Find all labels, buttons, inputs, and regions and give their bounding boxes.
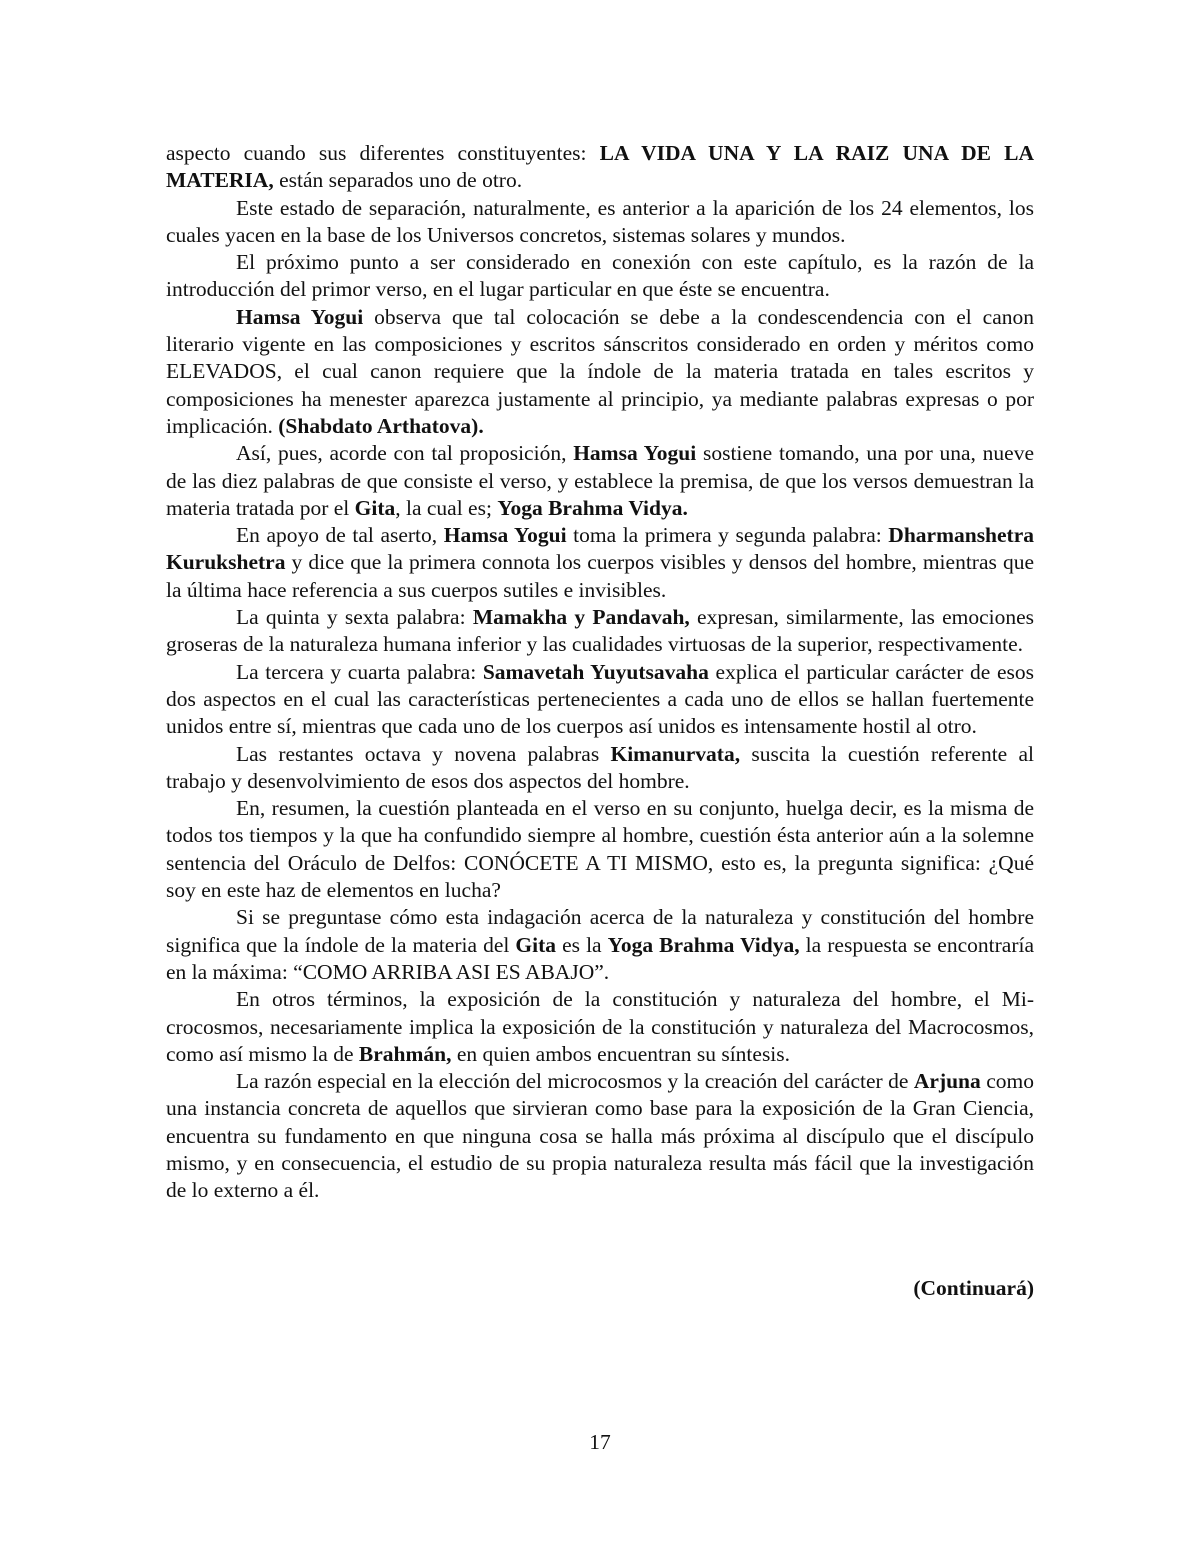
text-run: en quien ambos encuentran su síntesis. — [451, 1041, 791, 1066]
paragraph — [166, 440, 1034, 522]
bold-term: Yoga Brahma Vidya. — [497, 495, 688, 520]
text-run: como una instancia concreta de aquellos que sirvieran como base para la exposición de la Gran Ciencia, encuentra su fundamento en que ninguna cosa se halla más próxima al discípulo que el discípulo mismo, y en consecuencia, el estudio de su propia naturaleza resulta más fácil que la investigación de lo externo a él. — [166, 1069, 1034, 1203]
paragraph — [166, 140, 1034, 195]
text-run: es la — [556, 932, 608, 957]
text-run: están separados uno de otro. — [273, 168, 523, 193]
paragraph — [166, 659, 1034, 741]
text-run: observa que tal colocación se debe a la condescendencia con el canon literario vigente en las composiciones y escritos sánscritos considerado en orden y méritos como ELEVADOS, el cual canon requiere que la índole de la materia tratada en tales escritos y composiciones ha menester aparezca justamente al principio, ya mediante palabras expresas o por implicación. — [166, 304, 1034, 438]
paragraph — [166, 904, 1034, 986]
text-run: suscita la cuestión referente al trabajo y desenvolvimiento de esos dos aspectos del hombre. — [166, 741, 1035, 793]
text-run: explica el particular carácter de esos dos aspectos en el cual las características pertenecientes a cada uno de ellos se hallan fuertemente unidos entre sí, mientras que cada uno de los cuerpos así unidos es intensamente hostil al otro. — [166, 659, 1034, 739]
text-run: sostiene tomando, una por una, nueve de las diez palabras de que consiste el verso, y establece la premisa, de que los versos demuestran la materia tratada por el — [166, 441, 1034, 520]
text-run: Este estado de separación, naturalmente, es anterior a la aparición de los 24 elementos, los cuales yacen en la base de los Universos concretos, sistemas solares y mundos. — [166, 195, 1034, 247]
paragraph — [166, 249, 1034, 304]
page-body-text — [166, 140, 1034, 1205]
bold-term: Samavetah Yuyutsavaha — [482, 659, 709, 684]
text-run: La razón especial en la elección del microcosmos y la creación del carácter de — [236, 1069, 914, 1094]
text-run: aspecto cuando sus diferentes constituyentes: — [166, 141, 600, 165]
paragraph — [166, 986, 1034, 1068]
bold-term: Dharmanshetra Kurukshetra — [166, 523, 1035, 575]
bold-term: Kimanurvata, — [610, 741, 741, 766]
continuation-note: (Continuará) — [913, 1276, 1034, 1300]
text-run: toma la primera y segunda palabra: — [566, 523, 889, 548]
bold-term: Hamsa Yogui — [573, 441, 697, 466]
page-number: 17 — [589, 1430, 611, 1454]
paragraph — [166, 1068, 1034, 1204]
bold-term: Mamakha y Pandavah, — [472, 605, 690, 630]
text-run: expresan, similarmente, las emociones groseras de la naturaleza humana inferior y las cualidades virtuosas de la superior, respectivamente. — [166, 605, 1035, 657]
bold-term: Hamsa Yogui — [236, 304, 364, 329]
text-run: y dice que la primera connota los cuerpos visibles y densos del hombre, mientras que la última hace referencia a sus cuerpos sutiles e invisibles. — [166, 550, 1034, 602]
bold-term: Gita — [354, 495, 396, 520]
bold-term: Yoga Brahma Vidya, — [607, 932, 800, 957]
text-run: En otros términos, la exposición de la constitución y naturaleza del hombre, el Microcosmos, necesariamente implica la exposición de la constitución y naturaleza del Macrocosmos, como así mismo la de — [166, 987, 1034, 1066]
text-run: En apoyo de tal aserto, — [236, 523, 444, 548]
bold-term: Hamsa Yogui — [443, 523, 567, 548]
paragraph — [166, 604, 1034, 659]
text-run: La tercera y cuarta palabra: — [236, 659, 483, 684]
bold-term: (Shabdato Arthatova). — [278, 413, 484, 438]
text-run: Así, pues, acorde con tal proposición, — [236, 441, 574, 466]
text-run: El próximo punto a ser considerado en conexión con este capítulo, es la razón de la introducción del primor verso, en el lugar particular en que éste se encuentra. — [166, 250, 1034, 302]
text-run: la respuesta se encontraría en la máxima: “COMO ARRIBA ASI ES ABAJO”. — [166, 932, 1034, 984]
bold-term: Brahmán, — [358, 1041, 452, 1066]
text-run: Las restantes octava y novena palabras — [236, 741, 611, 766]
text-run: Si se preguntase cómo esta indagación acerca de la naturaleza y constitución del hombre significa que la índole de la materia del — [166, 905, 1034, 957]
paragraph — [166, 741, 1034, 796]
paragraph — [166, 795, 1034, 904]
paragraph — [166, 195, 1034, 250]
paragraph — [166, 304, 1034, 440]
bold-term: Gita — [515, 932, 557, 957]
text-run: , la cual es; — [395, 495, 498, 520]
text-run: En, resumen, la cuestión planteada en el verso en su conjunto, huelga decir, es la misma de todos tos tiempos y la que ha confundido siempre al hombre, cuestión ésta anterior aún a la solemne sentencia del Oráculo de Delfos: CONÓCETE A TI MISMO, esto es, la pregunta significa: ¿Qué soy en este haz de elementos en lucha? — [166, 796, 1034, 903]
bold-term: LA VIDA UNA Y LA RAIZ UNA DE LA MATERIA, — [166, 141, 1034, 193]
bold-term: Arjuna — [913, 1069, 981, 1094]
text-run: La quinta y sexta palabra: — [236, 605, 473, 630]
paragraph — [166, 522, 1034, 604]
